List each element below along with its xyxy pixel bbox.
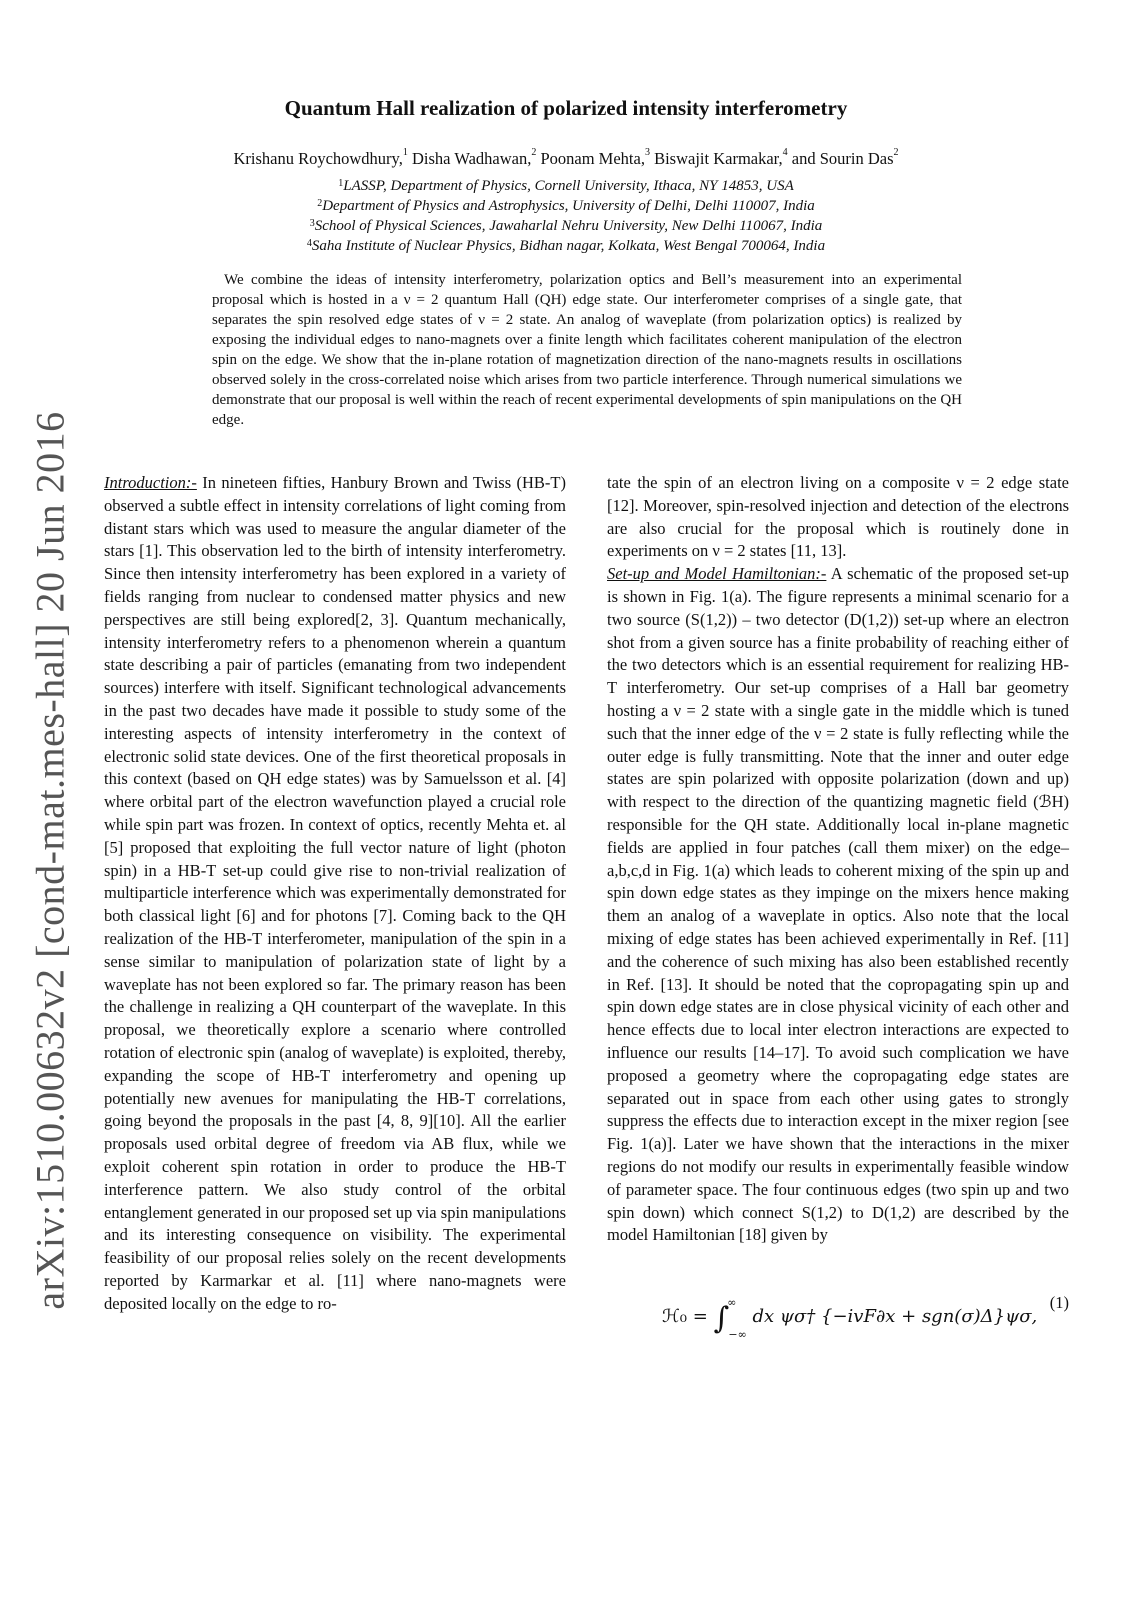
- integral-sign: ∫: [713, 1301, 730, 1337]
- author-name: Disha Wadhawan,: [412, 149, 532, 168]
- author-list: [0, 149, 1132, 169]
- equation-1: [607, 1273, 1069, 1342]
- author-name: Krishanu Roychowdhury,: [233, 149, 403, 168]
- equation-lhs: ℋ₀ =: [662, 1306, 708, 1328]
- author-affil-mark: 4: [782, 147, 788, 158]
- integral-lower-limit: −∞: [728, 1328, 747, 1342]
- author-affil-mark: 1: [402, 147, 408, 158]
- equation-rhs: dx ψσ† {−ivF∂x + sgn(σ)Δ}ψσ,: [752, 1306, 1038, 1328]
- introduction-heading: Introduction:-: [104, 473, 197, 492]
- author-name: and Sourin Das: [791, 149, 894, 168]
- affiliation: $^4$Saha Institute of Nuclear Physics, Bidhan nagar, Kolkata, West Bengal 700064, India: [306, 238, 826, 254]
- introduction-paragraph: [104, 472, 566, 1315]
- affiliation: $^1$LASSP, Department of Physics, Cornell University, Ithaca, NY 14853, USA: [338, 178, 794, 194]
- integral-upper-limit: ∞: [727, 1296, 737, 1310]
- left-column: [104, 472, 566, 1315]
- continued-paragraph: tate the spin of an electron living on a composite ν = 2 edge state [12]. Moreover, spin-resolved injection and detection of the electrons are also crucial for the proposal which is routinely done in experiments on ν = 2 states [11, 13].: [607, 473, 1069, 561]
- arxiv-sidebar: [20, 410, 80, 1310]
- author-affil-mark: 2: [531, 147, 537, 158]
- setup-paragraph: [607, 563, 1069, 1247]
- author-name: Biswajit Karmakar,: [654, 149, 783, 168]
- author-name: Poonam Mehta,: [540, 149, 645, 168]
- affiliation: $^3$School of Physical Sciences, Jawaharlal Nehru University, New Delhi 110067, India: [309, 218, 823, 234]
- setup-text: A schematic of the proposed set-up is shown in Fig. 1(a). The figure represents a minimal scenario for a two source (S(1,2)) – two detector (D(1,2)) set-up where an electron shot from a given source has a finite probability of reaching either of the two detectors which is an essential requirement for realizing HB-T interferometry. Our set-up comprises of a Hall bar geometry hosting a ν = 2 state with a single gate in the middle which is tuned such that the inner edge of the ν = 2 state is fully reflecting while the outer edge is fully transmitting. Note that the inner and outer edge states are spin polarized with opposite polarization (down and up) with respect to the direction of the quantizing magnetic field (ℬH) responsible for the QH state. Additionally local in-plane magnetic fields are applied in four patches (call them mixer) on the edge– a,b,c,d in Fig. 1(a) which leads to coherent mixing of the spin up and spin down edge states as they impinge on the mixers hence making them an analog of a waveplate in optics. Also note that the local mixing of edge states has been achieved experimentally in Ref. [11] and the coherence of such mixing has also been established recently in Ref. [13]. It should be noted that the copropagating spin up and spin down edge states are in close physical vicinity of each other and hence effects due to local inter electron interactions are expected to influence our results [14–17]. To avoid such complication we have proposed a geometry where the copropagating edge states are separated out in space from each other using gates to strongly suppress the effects due to interaction except in the mixer region [see Fig. 1(a)]. Later we have shown that the interactions in the mixer regions do not modify our results in experimentally feasible window of parameter space. The four continuous edges (two spin up and two spin down) which connect S(1,2) to D(1,2) are described by the model Hamiltonian [18] given by: [607, 564, 1070, 1245]
- right-column: [607, 472, 1070, 1342]
- introduction-text: In nineteen fifties, Hanbury Brown and Twiss (HB-T) observed a subtle effect in intensity correlations of light coming from distant stars which was used to measure the angular diameter of the stars [1]. This observation led to the birth of intensity interferometry. Since then intensity interferometry has been explored in a variety of fields ranging from nuclear to condensed matter physics and new perspectives are still being explored[2, 3]. Quantum mechanically, intensity interferometry refers to a phenomenon wherein a quantum state describing a pair of particles (emanating from two independent sources) interfere with itself. Significant technological advancements in the past two decades have made it possible to study some of the interesting aspects of intensity interferometry in the context of electronic solid state devices. One of the first theoretical proposals in this context (based on QH edge states) was by Samuelsson et al. [4] where orbital part of the electron wavefunction played a crucial role while spin part was frozen. In context of optics, recently Mehta et. al [5] proposed that exploiting the full vector nature of light (photon spin) in a HB-T set-up could give rise to non-trivial realization of multiparticle interference which was experimentally demonstrated for both classical light [6] and for photons [7]. Coming back to the QH realization of the HB-T interferometer, manipulation of the spin in a sense similar to manipulation of polarization state of light by a waveplate has not been explored so far. The primary reason has been the challenge in realizing a QH counterpart of the waveplate. In this proposal, we theoretically explore a scenario where controlled rotation of electronic spin (analog of waveplate) is exploited, thereby, expanding the scope of HB-T interferometry and opening up potentially new avenues for manipulating the HB-T correlations, going beyond the proposals in the past [4, 8, 9][10]. All the earlier proposals used orbital degree of freedom via AB flux, while we exploit coherent spin rotation in order to produce the HB-T interference pattern. We also study control of the orbital entanglement generated in our proposed set up via spin manipulations and its interesting consequence on visibility. The experimental feasibility of our proposal relies solely on the recent developments reported by Karmarkar et al. [11] where nano-magnets were deposited locally on the edge to ro-: [104, 473, 566, 1313]
- equation-body: [662, 1273, 1037, 1365]
- paper-title: Quantum Hall realization of polarized intensity interferometry: [284, 96, 848, 120]
- affiliation: $^2$Department of Physics and Astrophysics, University of Delhi, Delhi 110007, India: [317, 198, 815, 214]
- abstract: We combine the ideas of intensity interferometry, polarization optics and Bell’s measurement into an experimental proposal which is hosted in a ν = 2 quantum Hall (QH) edge state. Our interferometer comprises of a single gate, that separates the spin resolved edge states of ν = 2 state. An analog of waveplate (from polarization optics) is realized by exposing the individual edges to nano-magnets over a finite length which facilitates coherent manipulation of the electron spin on the edge. We show that the in-plane rotation of magnetization direction of the nano-magnets results in oscillations observed solely in the cross-correlated noise which arises from two particle interference. Through numerical simulations we demonstrate that our proposal is well within the reach of recent experimental developments of spin manipulations on the QH edge.: [212, 272, 962, 428]
- equation-number: (1): [1049, 1293, 1069, 1313]
- author-affil-mark: 2: [893, 147, 899, 158]
- setup-heading: Set-up and Model Hamiltonian:-: [607, 564, 827, 584]
- affiliation-list: [0, 176, 1132, 256]
- author-affil-mark: 3: [644, 147, 650, 158]
- arxiv-identifier: arXiv:1510.00632v2 [cond-mat.mes-hall] 20 Jun 2016: [27, 410, 73, 1310]
